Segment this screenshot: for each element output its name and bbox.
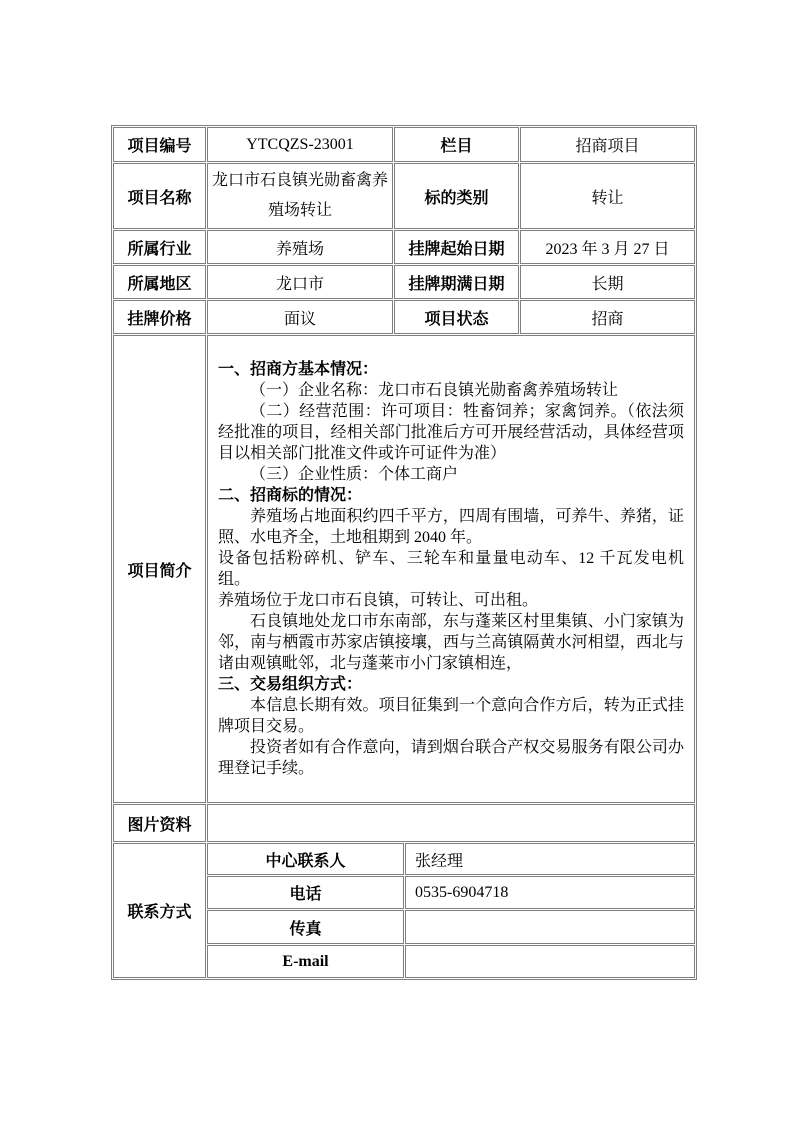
industry-label: 所属行业 <box>113 230 206 264</box>
column-value: 招商项目 <box>520 127 695 162</box>
summary-paragraph: 设备包括粉碎机、铲车、三轮车和量量电动车、12 千瓦发电机组。 <box>218 550 685 588</box>
email-label: E-mail <box>207 945 404 978</box>
subject-type-value: 转让 <box>520 163 695 229</box>
listing-price-label: 挂牌价格 <box>113 300 206 334</box>
project-status-value: 招商 <box>520 300 695 334</box>
phone-value: 0535-6904718 <box>405 876 695 909</box>
summary-paragraph: 养殖场位于龙口市石良镇，可转让、可出租。 <box>218 592 539 609</box>
image-material-label: 图片资料 <box>113 804 206 842</box>
table-row-price <box>113 300 695 334</box>
table-row-industry <box>113 230 695 264</box>
phone-label: 电话 <box>207 876 404 909</box>
project-name-label: 项目名称 <box>113 163 206 229</box>
contact-person-label: 中心联系人 <box>207 843 404 875</box>
listing-start-date-label: 挂牌起始日期 <box>394 230 519 264</box>
project-info-table <box>111 125 697 980</box>
column-label: 栏目 <box>394 127 519 162</box>
table-row-summary <box>113 335 695 803</box>
summary-paragraph: 一、招商方基本情况： <box>218 361 379 378</box>
contact-person-value: 张经理 <box>405 843 695 875</box>
project-number-label: 项目编号 <box>113 127 206 162</box>
listing-expiry-date-label: 挂牌期满日期 <box>394 265 519 299</box>
fax-value <box>405 910 695 944</box>
summary-paragraph: 投资者如有合作意向，请到烟台联合产权交易服务有限公司办理登记手续。 <box>218 739 685 777</box>
summary-paragraph: 养殖场占地面积约四千平方，四周有围墙，可养牛、养猪，证照、水电齐全，土地租期到 2040 年。 <box>218 508 685 546</box>
listing-start-date-value: 2023 年 3 月 27 日 <box>520 230 695 264</box>
summary-paragraph: （二）经营范围：许可项目：牲畜饲养；家禽饲养。（依法须经批准的项目，经相关部门批准后方可开展经营活动，具体经营项目以相关部门批准文件或许可证件为准） <box>218 403 685 462</box>
contact-info-label: 联系方式 <box>113 843 206 978</box>
listing-price-value: 面议 <box>207 300 393 334</box>
table-row-project-name <box>113 163 695 229</box>
summary-paragraph: （三）企业性质：个体工商户 <box>250 466 459 483</box>
summary-paragraph: 三、交易组织方式： <box>218 676 363 693</box>
table-row-project-number <box>113 127 695 162</box>
email-value <box>405 945 695 978</box>
fax-label: 传真 <box>207 910 404 944</box>
project-number-value: YTCQZS-23001 <box>207 127 393 162</box>
table-row-region <box>113 265 695 299</box>
region-label: 所属地区 <box>113 265 206 299</box>
project-name-value: 龙口市石良镇光勋畜禽养殖场转让 <box>207 163 393 229</box>
summary-paragraph: 二、招商标的情况： <box>218 487 363 504</box>
project-summary-label: 项目简介 <box>113 335 206 803</box>
table-row-contact-person <box>113 843 695 875</box>
summary-paragraph: 石良镇地处龙口市东南部，东与蓬莱区村里集镇、小门家镇为邻，南与栖霞市苏家店镇接壤，西与兰高镇隔黄水河相望，西北与诸由观镇毗邻，北与蓬莱市小门家镇相连， <box>218 613 685 672</box>
summary-paragraph: 本信息长期有效。项目征集到一个意向合作方后，转为正式挂牌项目交易。 <box>218 697 685 735</box>
project-summary-text <box>207 335 695 803</box>
image-material-value <box>207 804 695 842</box>
subject-type-label: 标的类别 <box>394 163 519 229</box>
industry-value: 养殖场 <box>207 230 393 264</box>
summary-paragraph: （一）企业名称：龙口市石良镇光勋畜禽养殖场转让 <box>250 382 619 399</box>
listing-expiry-date-value: 长期 <box>520 265 695 299</box>
table-row-images <box>113 804 695 842</box>
region-value: 龙口市 <box>207 265 393 299</box>
project-status-label: 项目状态 <box>394 300 519 334</box>
